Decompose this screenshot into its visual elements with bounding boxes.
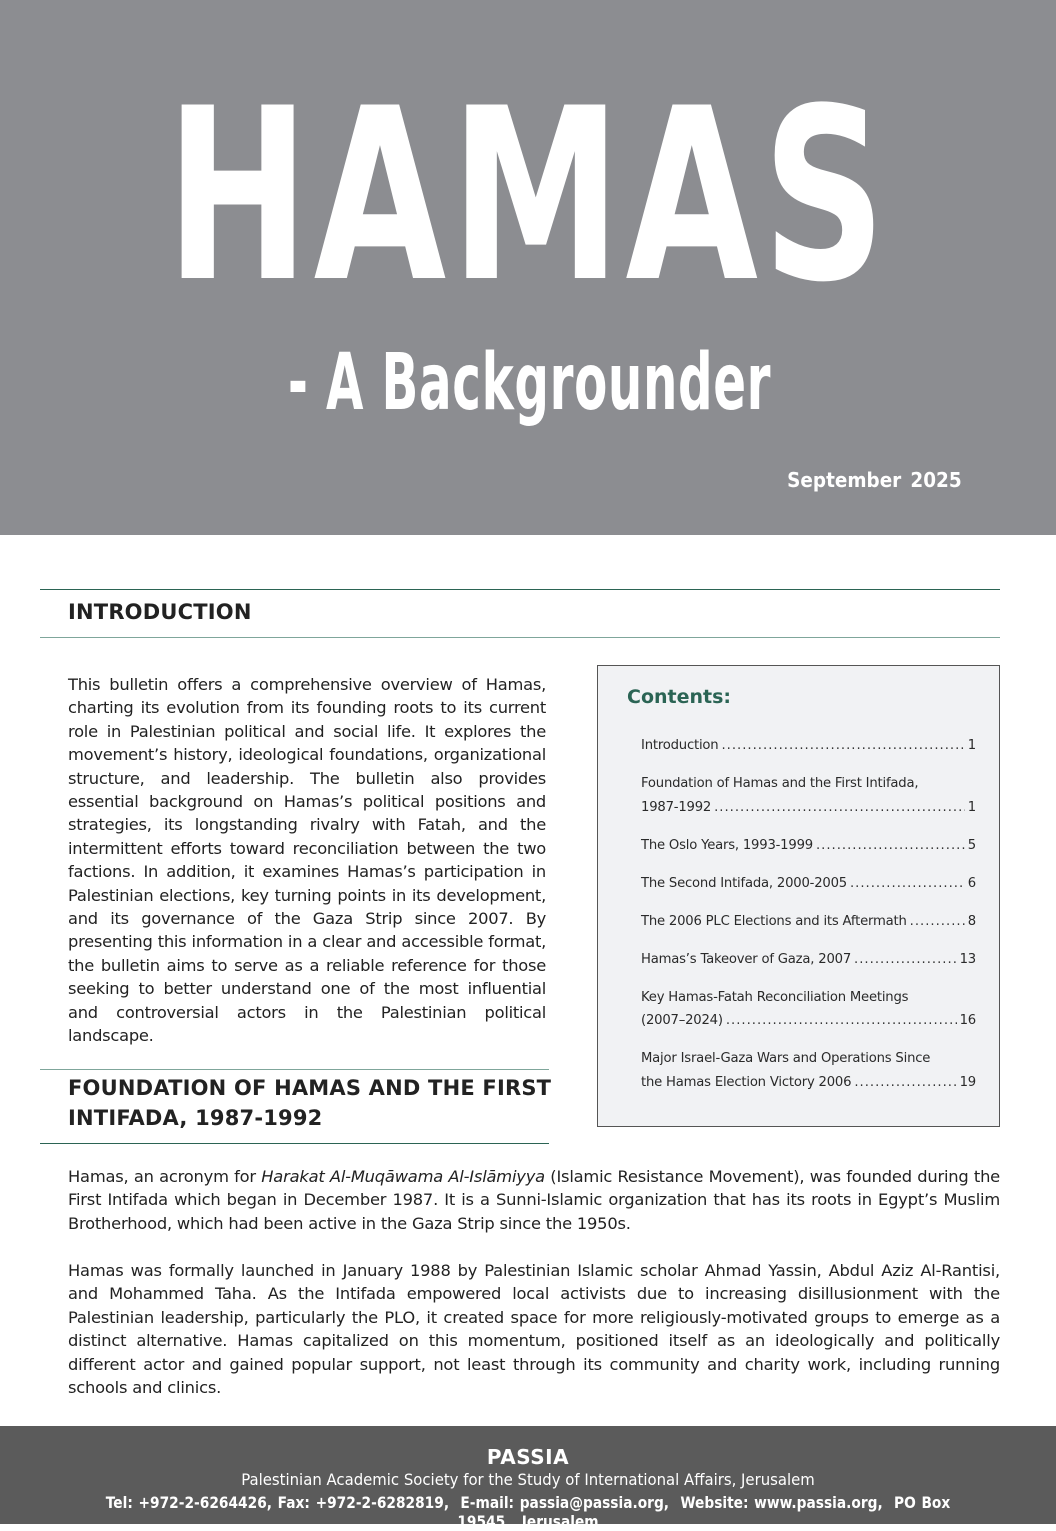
footer bbox=[0, 1426, 1056, 1531]
contents-entry-label: the Hamas Election Victory 2006 bbox=[641, 1074, 852, 1090]
contents-entry[interactable] bbox=[641, 948, 976, 972]
dot-leader bbox=[721, 734, 964, 758]
contents-entry[interactable] bbox=[641, 834, 976, 858]
footer-fax: Fax: +972-2-6282819, bbox=[277, 1493, 450, 1512]
table-of-contents bbox=[597, 665, 1000, 1127]
dot-leader bbox=[854, 1071, 956, 1095]
dot-leader bbox=[910, 910, 965, 934]
contents-entry-label: The Oslo Years, 1993-1999 bbox=[641, 837, 813, 853]
contents-entry-label: The 2006 PLC Elections and its Aftermath bbox=[641, 913, 907, 929]
footer-email-link[interactable]: E-mail: passia@passia.org, bbox=[460, 1493, 670, 1512]
cover-banner bbox=[0, 0, 1056, 535]
introduction-paragraph: This bulletin offers a comprehensive overview of Hamas, charting its evolution from its founding roots to its current role in Palestinian political and social life. It explores the movement’s history, ideological foundations, organizational structure, and leadership. The bulletin also provides essential background on Hamas’s political positions and strategies, its longstanding rivalry with Fatah, and the intermittent efforts toward reconciliation between the two factions. In addition, it examines Hamas’s participation in Palestinian elections, key turning points in its development, and its governance of the Gaza Strip since 2007. By presenting this information in a clear and accessible format, the bulletin aims to serve as a reliable reference for those seeking to better understand one of the most influential and controversial actors in the Palestinian political landscape. bbox=[68, 675, 546, 1046]
contents-entry-label: (2007–2024) bbox=[641, 1013, 723, 1028]
contents-entry[interactable] bbox=[641, 986, 976, 1033]
dot-leader bbox=[854, 948, 957, 972]
foundation-heading bbox=[68, 1073, 551, 1133]
contents-entry-page: 19 bbox=[959, 1074, 976, 1090]
contents-title: Contents: bbox=[627, 686, 732, 708]
publication-date: September 2025 bbox=[787, 468, 962, 492]
cover-title: HAMAS bbox=[165, 58, 891, 335]
footer-city: Jerusalem bbox=[521, 1512, 599, 1531]
para1-text-start: Hamas, an acronym for bbox=[68, 1167, 262, 1186]
section-divider-top bbox=[40, 1069, 549, 1070]
dot-leader bbox=[726, 1009, 957, 1033]
contents-entry-label: Introduction bbox=[641, 738, 719, 753]
contents-entry-page: 5 bbox=[967, 837, 976, 853]
footer-org-full-name: Palestinian Academic Society for the Study of International Affairs, Jerusalem bbox=[241, 1470, 815, 1489]
footer-phone: Tel: +972-2-6264426, bbox=[105, 1493, 273, 1512]
contents-entry-label: The Second Intifada, 2000-2005 bbox=[641, 875, 847, 891]
section-divider-top bbox=[40, 589, 1000, 590]
contents-entry[interactable] bbox=[641, 734, 976, 758]
contents-entry-page: 1 bbox=[967, 799, 976, 815]
para1-text-end: (Islamic Resistance Movement), was founded during the First Intifada which began in December 1987. It is a Sunni-Islamic organization that has its roots in Egypt’s Muslim Brotherhood, which had been active in the Gaza Strip since the 1950s. bbox=[68, 1167, 1000, 1233]
contents-entry-page: 6 bbox=[967, 875, 976, 891]
foundation-paragraph-2: Hamas was formally launched in January 1988 by Palestinian Islamic scholar Ahmad Yassin, Abdul Aziz Al-Rantisi, and Mohammed Taha. As the Intifada empowered local activists due to increasing disillusionment with the Palestinian leadership, particularly the PLO, it created space for more religiously-motivated groups to emerge as a distinct alternative. Hamas capitalized on this momentum, positioned itself as an ideologically and politically different actor and gained popular support, not least through its community and charity work, including running schools and clinics. bbox=[68, 1261, 1000, 1398]
footer-website-link[interactable]: Website: www.passia.org, bbox=[680, 1493, 883, 1512]
contents-entry-label: Foundation of Hamas and the First Intifada, bbox=[641, 776, 919, 791]
contents-entry[interactable] bbox=[641, 872, 976, 896]
contents-entry[interactable] bbox=[641, 1047, 976, 1094]
foundation-heading-line1: FOUNDATION OF HAMAS AND THE FIRST bbox=[68, 1076, 552, 1100]
introduction-heading: INTRODUCTION bbox=[68, 600, 252, 624]
foundation-paragraph-1 bbox=[68, 1165, 1000, 1235]
footer-contact-info bbox=[74, 1493, 982, 1531]
contents-list bbox=[641, 734, 976, 1109]
contents-entry-label: Major Israel-Gaza Wars and Operations Since bbox=[641, 1051, 931, 1066]
dot-leader bbox=[816, 834, 965, 858]
contents-entry-page: 1 bbox=[967, 738, 976, 753]
contents-entry[interactable] bbox=[641, 772, 976, 819]
contents-entry-page: 8 bbox=[967, 913, 976, 929]
contents-entry-label: Key Hamas-Fatah Reconciliation Meetings bbox=[641, 989, 909, 1005]
contents-entry-page: 13 bbox=[959, 951, 976, 967]
dot-leader bbox=[714, 796, 965, 820]
footer-po-box: PO Box 19545, bbox=[457, 1493, 951, 1531]
cover-subtitle: - A Backgrounder bbox=[287, 338, 772, 428]
arabic-name-italic: Harakat Al-Muqāwama Al-Islāmiyya bbox=[261, 1167, 545, 1186]
contents-entry[interactable] bbox=[641, 910, 976, 934]
section-divider-bottom bbox=[40, 1143, 549, 1144]
dot-leader bbox=[850, 872, 965, 896]
contents-entry-label: 1987-1992 bbox=[641, 799, 712, 815]
contents-entry-label: Hamas’s Takeover of Gaza, 2007 bbox=[641, 951, 852, 967]
foundation-heading-line2: INTIFADA, 1987-1992 bbox=[68, 1106, 323, 1130]
section-divider-bottom bbox=[40, 637, 1000, 638]
contents-entry-page: 16 bbox=[959, 1013, 976, 1028]
footer-org-name: PASSIA bbox=[486, 1445, 570, 1469]
